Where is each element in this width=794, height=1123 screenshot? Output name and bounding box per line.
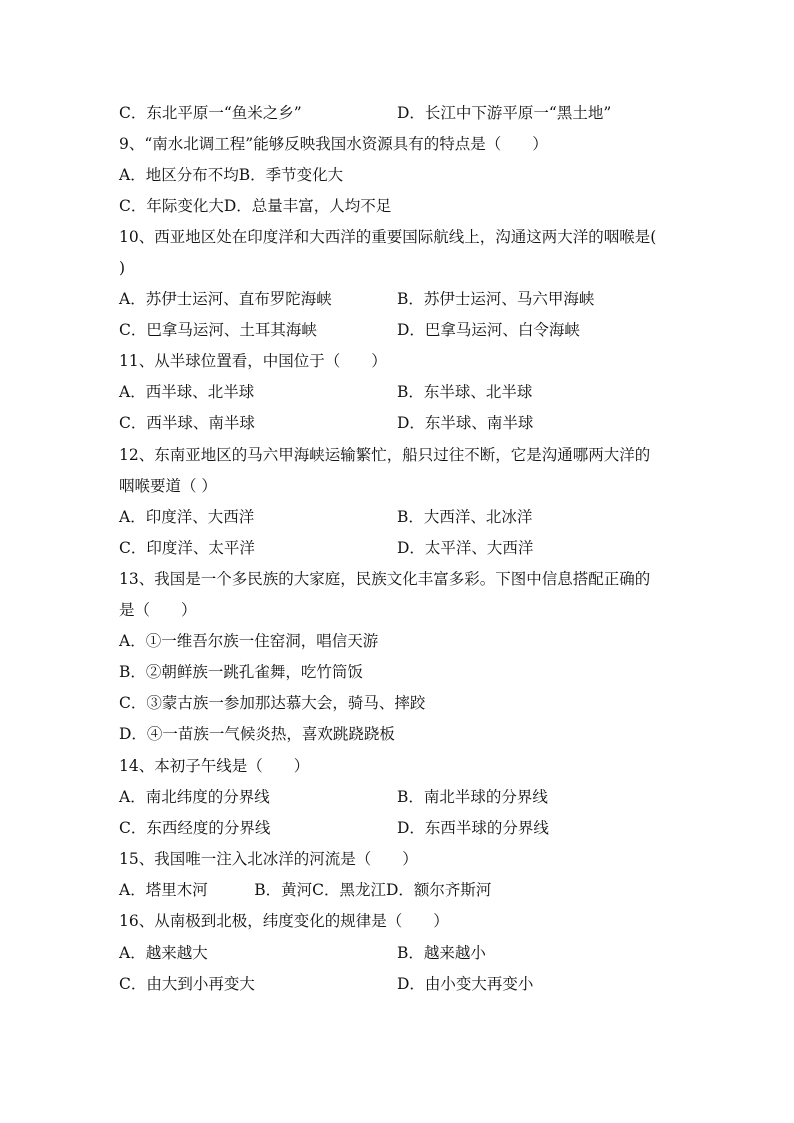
option-a: A．南北纬度的分界线 [119, 788, 270, 806]
question-stem-continuation: 是（ ） [119, 601, 197, 619]
option-b: B．苏伊士运河、马六甲海峡 [397, 290, 595, 308]
option-line: B．②朝鲜族一跳孔雀舞，吃竹筒饭 [119, 663, 363, 681]
option-a: A．苏伊士运河、直布罗陀海峡 [119, 290, 332, 308]
option-c: C．西半球、南半球 [119, 414, 255, 432]
option-b: B．大西洋、北冰洋 [397, 508, 533, 526]
option-line: A．①一维吾尔族一住窑洞，唱信天游 [119, 632, 379, 650]
option-b: B．越来越小 [397, 944, 486, 962]
option-c: C．巴拿马运河、土耳其海峡 [119, 321, 317, 339]
question-stem: 10、西亚地区处在印度洋和大西洋的重要国际航线上，沟通这两大洋的咽喉是( [119, 228, 657, 246]
option-c: C．东北平原一“鱼米之乡” [119, 104, 302, 122]
option-line: C．③蒙古族一参加那达慕大会，骑马、摔跤 [119, 694, 426, 712]
option-b: B．南北半球的分界线 [397, 788, 548, 806]
option-c: C．东西经度的分界线 [119, 819, 271, 837]
question-stem: 15、我国唯一注入北冰洋的河流是（ ） [119, 850, 418, 868]
option-a: A．印度洋、大西洋 [119, 508, 255, 526]
question-stem: 13、我国是一个多民族的大家庭，民族文化丰富多彩。下图中信息搭配正确的 [119, 570, 651, 588]
option-d: D．东半球、南半球 [397, 414, 534, 432]
option-d: D．巴拿马运河、白令海峡 [397, 321, 580, 339]
option-line: C．年际变化大D．总量丰富，人均不足 [119, 197, 392, 215]
question-stem: 14、本初子午线是（ ） [119, 757, 310, 775]
question-stem-continuation: 咽喉要道（ ） [119, 477, 217, 495]
option-c: C．印度洋、太平洋 [119, 539, 255, 557]
option-d: D．由小变大再变小 [397, 975, 534, 993]
question-stem-continuation: ) [119, 259, 126, 277]
option-line: A．塔里木河 B．黄河C．黑龙江D．额尔齐斯河 [119, 881, 492, 899]
question-stem: 11、从半球位置看，中国位于（ ） [119, 352, 387, 370]
option-line: A．地区分布不均B．季节变化大 [119, 166, 344, 184]
option-b: B．东半球、北半球 [397, 383, 533, 401]
option-d: D．长江中下游平原一“黑土地” [397, 104, 612, 122]
option-a: A．西半球、北半球 [119, 383, 255, 401]
option-line: D．④一苗族一气候炎热，喜欢跳跷跷板 [119, 725, 395, 743]
question-stem: 12、东南亚地区的马六甲海峡运输繁忙，船只过往不断，它是沟通哪两大洋的 [119, 446, 651, 464]
option-d: D．太平洋、大西洋 [397, 539, 534, 557]
option-d: D．东西半球的分界线 [397, 819, 549, 837]
option-c: C．由大到小再变大 [119, 975, 255, 993]
question-stem: 16、从南极到北极，纬度变化的规律是（ ） [119, 912, 449, 930]
option-a: A．越来越大 [119, 944, 208, 962]
question-stem: 9、“南水北调工程”能够反映我国水资源具有的特点是（ ） [119, 135, 548, 153]
